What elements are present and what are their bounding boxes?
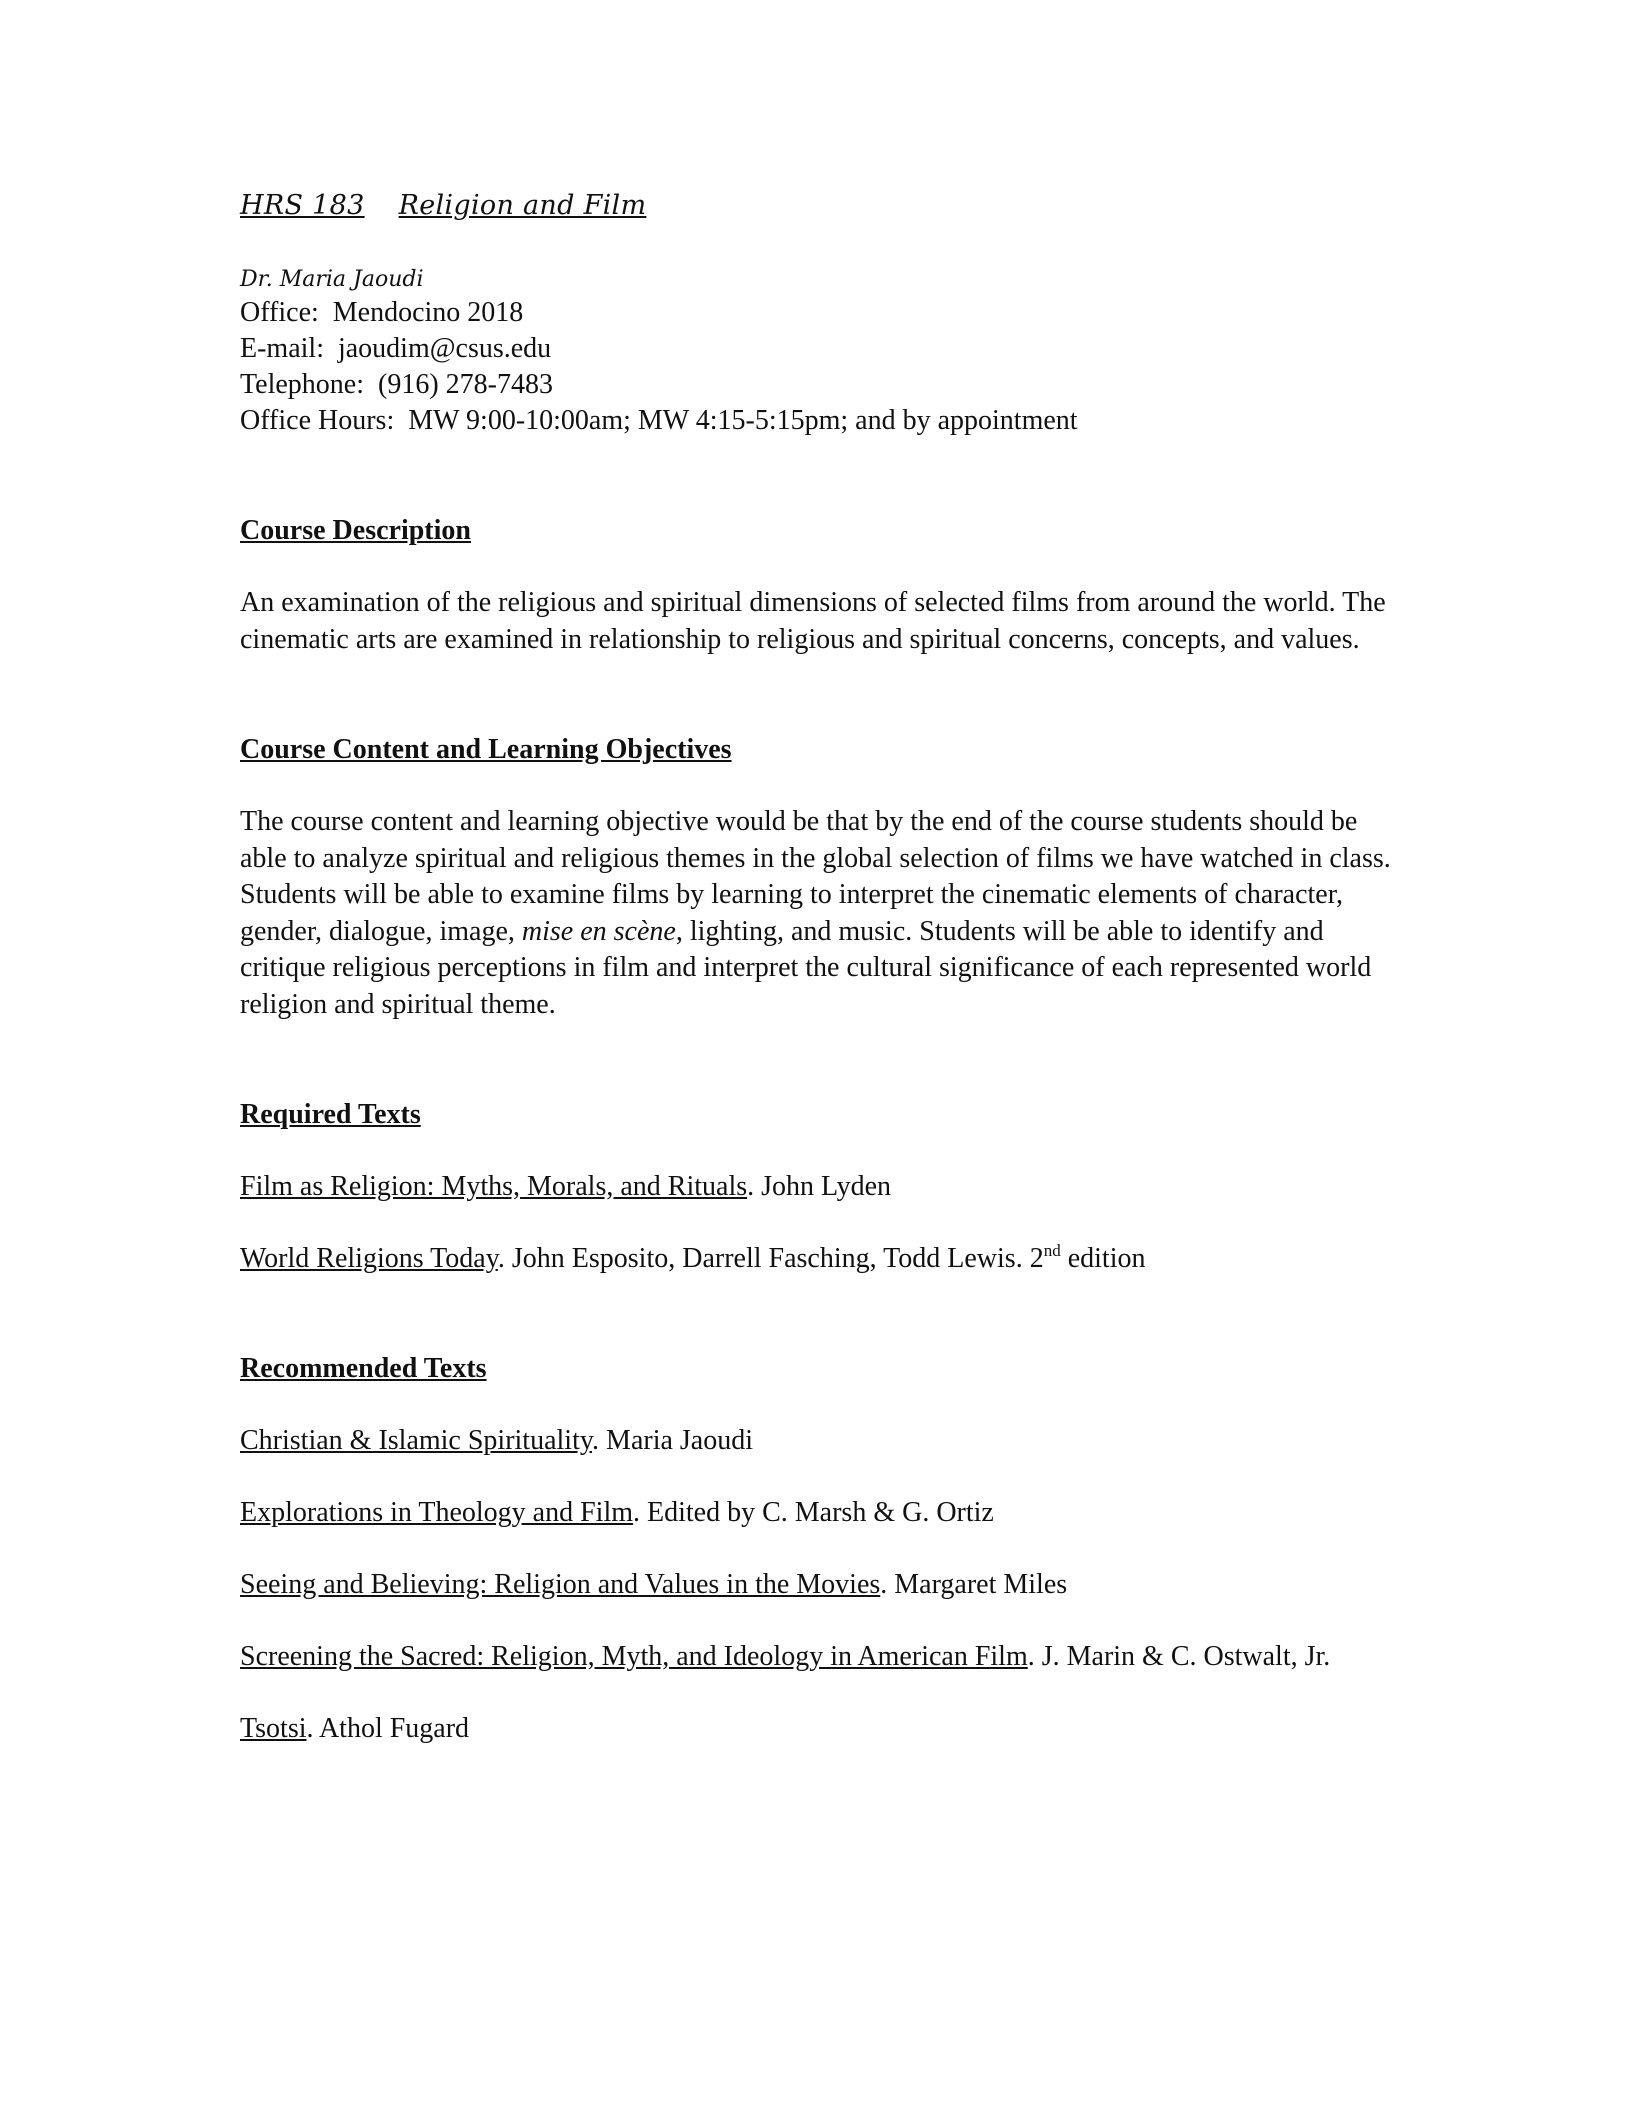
book-title: Explorations in Theology and Film [240,1497,634,1528]
recommended-text-item [240,1495,1400,1531]
course-title [240,190,1400,221]
office-hours-line: Office Hours: MW 9:00-10:00am; MW 4:15-5:15pm; and by appointment [240,405,1078,436]
contact-block [240,295,1400,439]
objectives-text-part: , lighting, and music. Students will be able to identify and critique religious perceptions in film and interpret the cultural significance of each represented world religion and spiritual theme. [240,915,1372,1020]
required-text-item [240,1169,1400,1205]
book-title: World Religions Today [240,1243,498,1274]
required-text-item [240,1241,1400,1277]
book-title: Film as Religion: Myths, Morals, and Rituals [240,1171,748,1202]
book-author: . Margaret Miles [880,1569,1068,1600]
objectives-text-part: The course content and learning objective would be that by the end of the course students should be able to analyze spiritual and religious themes in the global selection of films we have watched in class. Students will be able to examine films by learning to interpret the cinematic elements of character, gender, dialogue, image, [240,806,1391,947]
book-title: Seeing and Believing: Religion and Values in the Movies [240,1569,881,1600]
course-name: Religion and Film [398,190,647,221]
instructor-name: Dr. Maria Jaoudi [240,267,424,292]
objectives-italic-term: mise en scène [521,915,676,947]
email-line: E-mail: jaoudim@csus.edu [240,333,552,364]
recommended-text-item [240,1423,1400,1459]
book-title: Christian & Islamic Spirituality [240,1425,593,1456]
objectives-text [240,804,1400,1023]
required-texts-heading: Required Texts [240,1099,421,1130]
book-author: . John Esposito, Darrell Fasching, Todd Lewis. 2 [497,1243,1044,1274]
book-author: . Athol Fugard [306,1713,470,1744]
recommended-texts-heading: Recommended Texts [240,1353,487,1384]
book-author: . J. Marin & C. Ostwalt, Jr. [1027,1641,1331,1672]
course-number: HRS 183 [240,190,365,221]
edition-label: edition [1060,1243,1146,1274]
telephone-line: Telephone: (916) 278-7483 [240,369,553,400]
edition-superscript: nd [1043,1241,1061,1260]
syllabus-page [240,190,1400,1747]
objectives-heading: Course Content and Learning Objectives [240,734,732,765]
recommended-text-item [240,1711,1400,1747]
book-author: . Maria Jaoudi [592,1425,754,1456]
recommended-text-item [240,1567,1400,1603]
recommended-text-item [240,1639,1400,1675]
book-author: . Edited by C. Marsh & G. Ortiz [633,1497,994,1528]
book-title: Screening the Sacred: Religion, Myth, and Ideology in American Film [240,1641,1028,1672]
book-title: Tsotsi [240,1713,307,1744]
course-description-heading: Course Description [240,515,471,546]
book-author: . John Lyden [747,1171,892,1202]
course-description-text: An examination of the religious and spiritual dimensions of selected films from around the world. The cinematic arts are examined in relationship to religious and spiritual concerns, concepts, and values. [240,587,1386,655]
office-line: Office: Mendocino 2018 [240,297,524,328]
